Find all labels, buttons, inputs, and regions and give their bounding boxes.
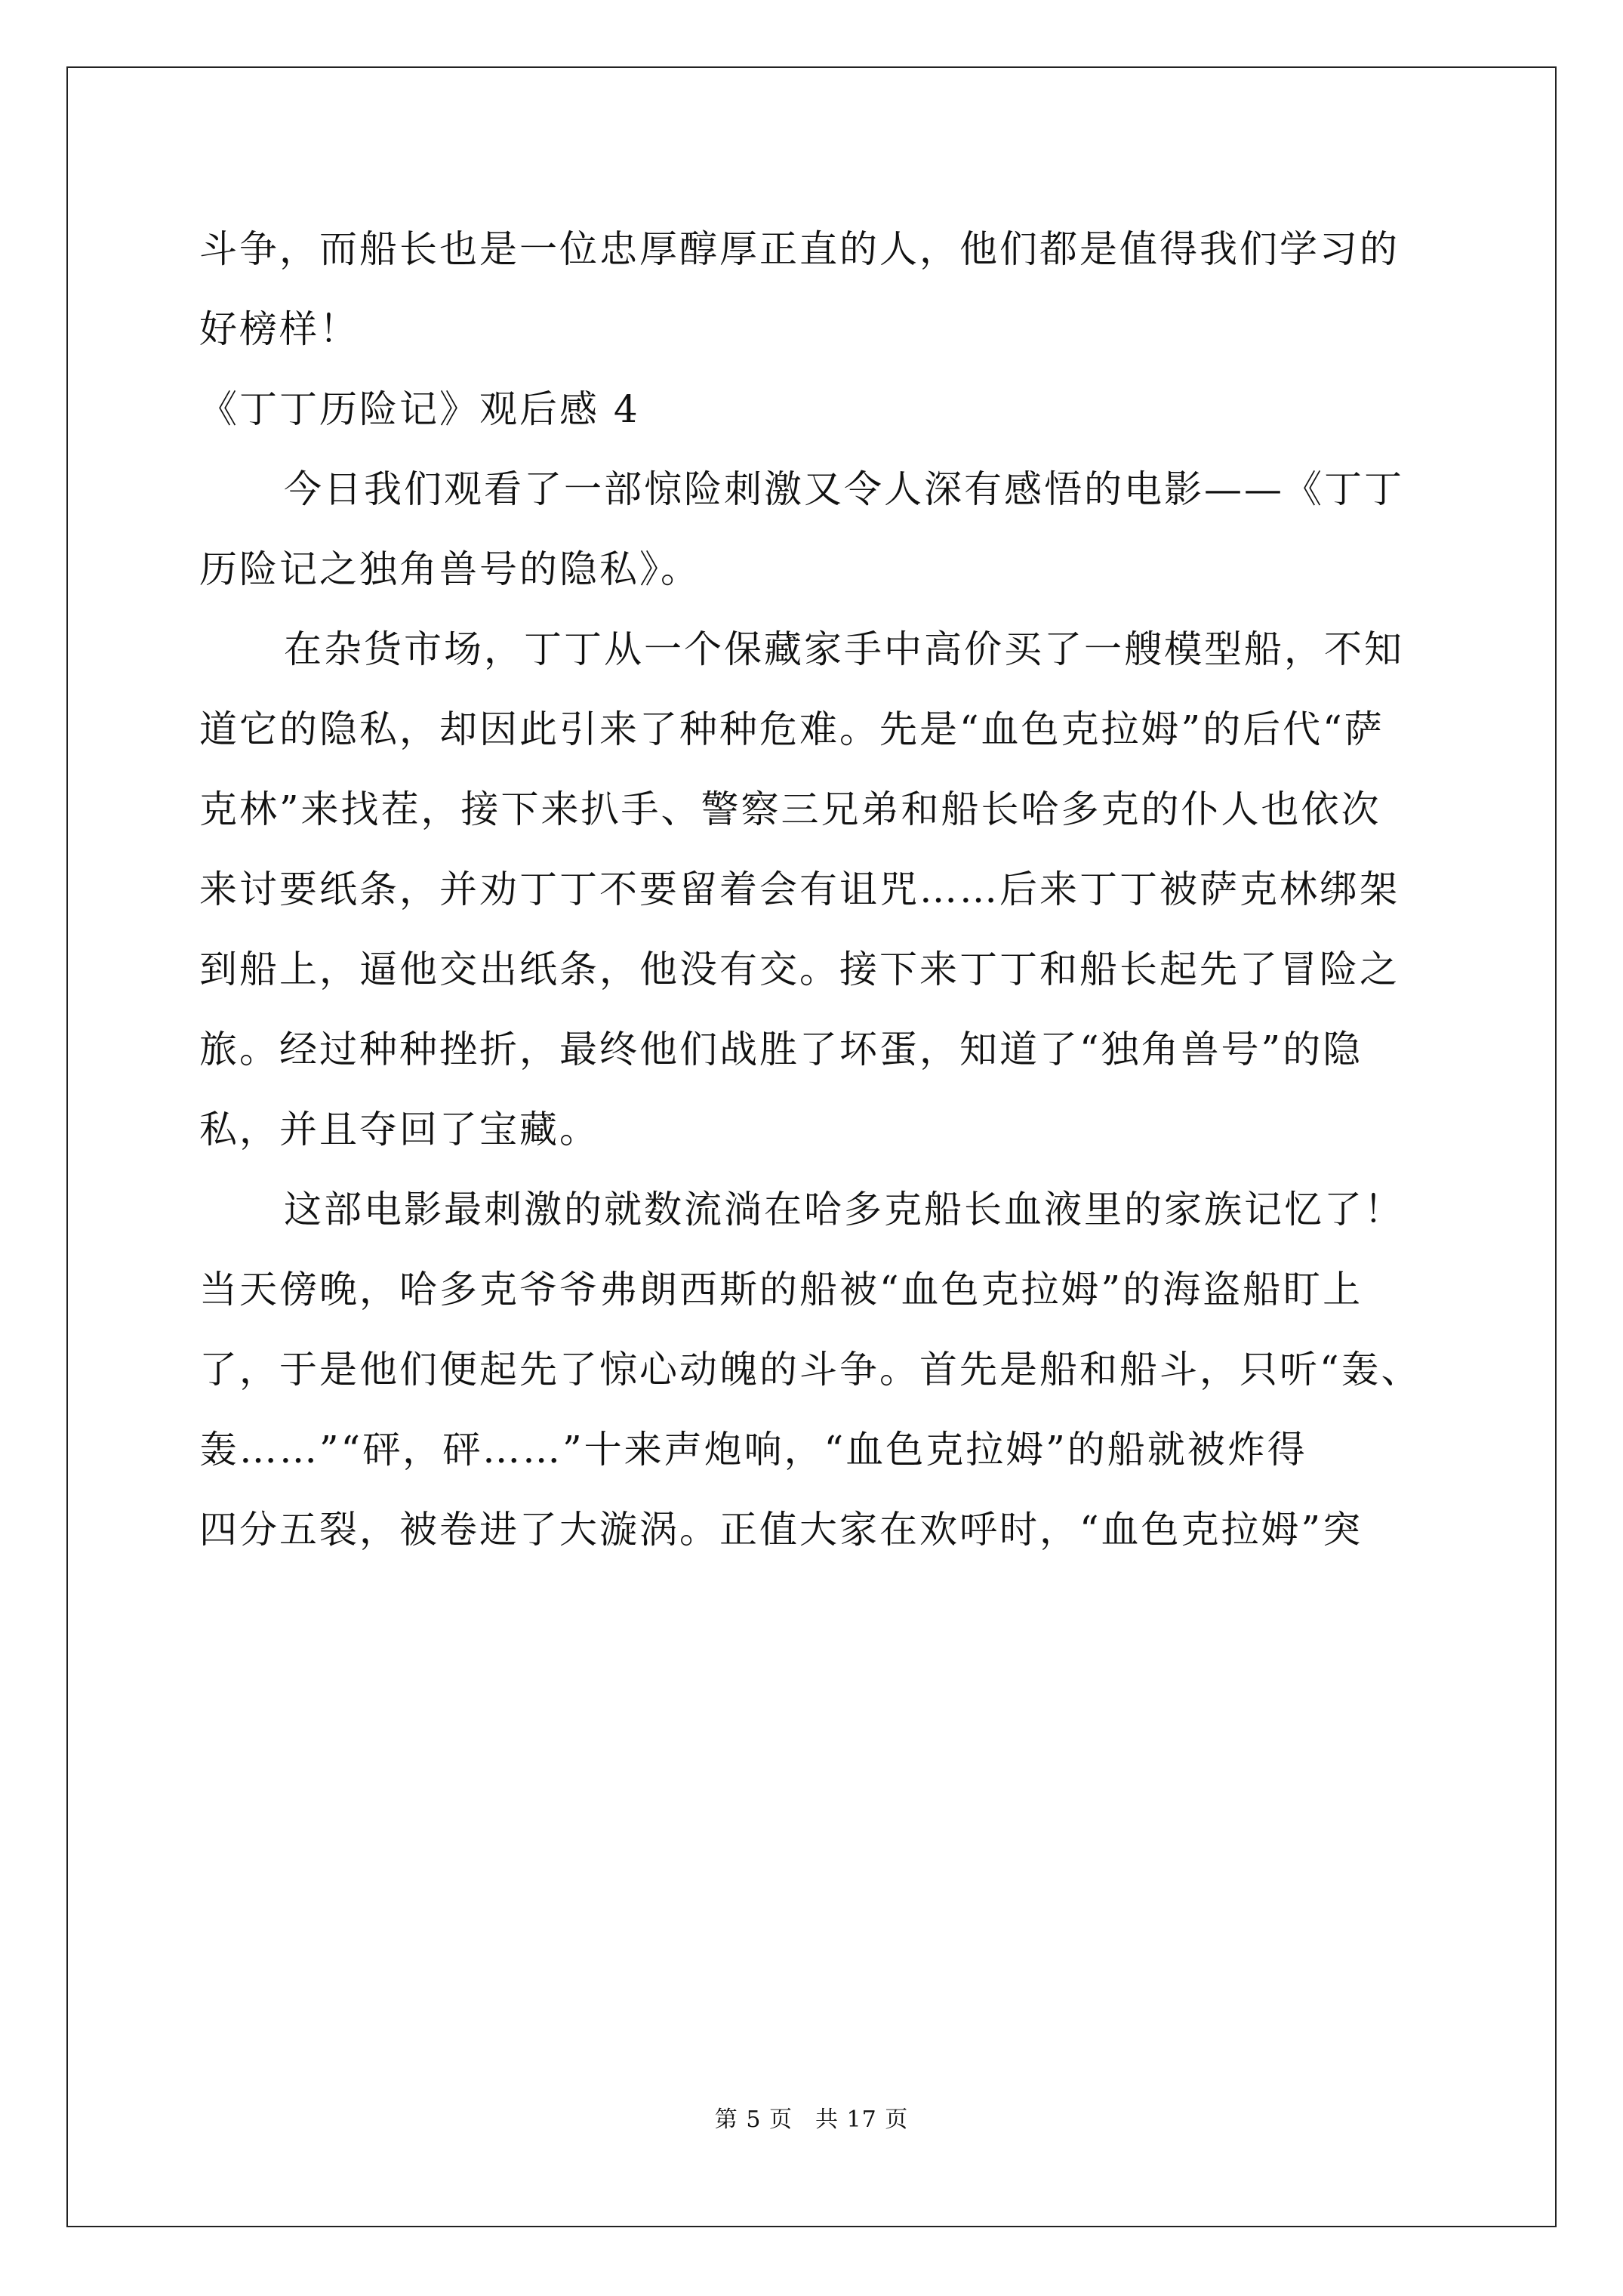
page-footer [0,2100,1623,2134]
text-line: 历险记之独角兽号的隐私》。 [199,547,701,591]
text-line: 到船上，逼他交出纸条，他没有交。接下来丁丁和船长起先了冒险之 [199,948,1400,991]
text-line: 克林”来找茬，接下来扒手、警察三兄弟和船长哈多克的仆人也依次 [199,787,1381,831]
text-line: 轰……”“砰，砰……”十来声炮响，“血色克拉姆”的船就被炸得 [199,1428,1307,1472]
page-total: 共 17 页 [815,2106,909,2133]
text-line: 当天傍晚，哈多克爷爷弗朗西斯的船被“血色克拉姆”的海盗船盯上 [199,1268,1363,1311]
text-line: 来讨要纸条，并劝丁丁不要留着会有诅咒……后来丁丁被萨克林绑架 [199,868,1400,911]
text-line: 斗争，而船长也是一位忠厚醇厚正直的人，他们都是值得我们学习的 [199,227,1400,271]
paragraph-start: 今日我们观看了一部惊险刺激又令人深有感悟的电影——《丁丁 [284,467,1404,511]
text-line: 私，并且夺回了宝藏。 [199,1108,599,1151]
page-number: 第 5 页 [714,2106,793,2133]
paragraph-start: 在杂货市场，丁丁从一个保藏家手中高价买了一艘模型船，不知 [284,627,1404,671]
text-line: 好榜样！ [199,307,359,351]
paragraph-start: 这部电影最刺激的就数流淌在哈多克船长血液里的家族记忆了！ [284,1188,1404,1231]
text-line: 四分五裂，被卷进了大漩涡。正值大家在欢呼时，“血色克拉姆”突 [199,1508,1363,1552]
section-heading: 《丁丁历险记》观后感 4 [199,387,640,431]
text-line: 了，于是他们便起先了惊心动魄的斗争。首先是船和船斗，只听“轰、 [199,1348,1421,1391]
text-line: 道它的隐私，却因此引来了种种危难。先是“血色克拉姆”的后代“萨 [199,707,1384,751]
text-line: 旅。经过种种挫折，最终他们战胜了坏蛋，知道了“独角兽号”的隐 [199,1028,1363,1071]
document-body [199,219,1437,1579]
